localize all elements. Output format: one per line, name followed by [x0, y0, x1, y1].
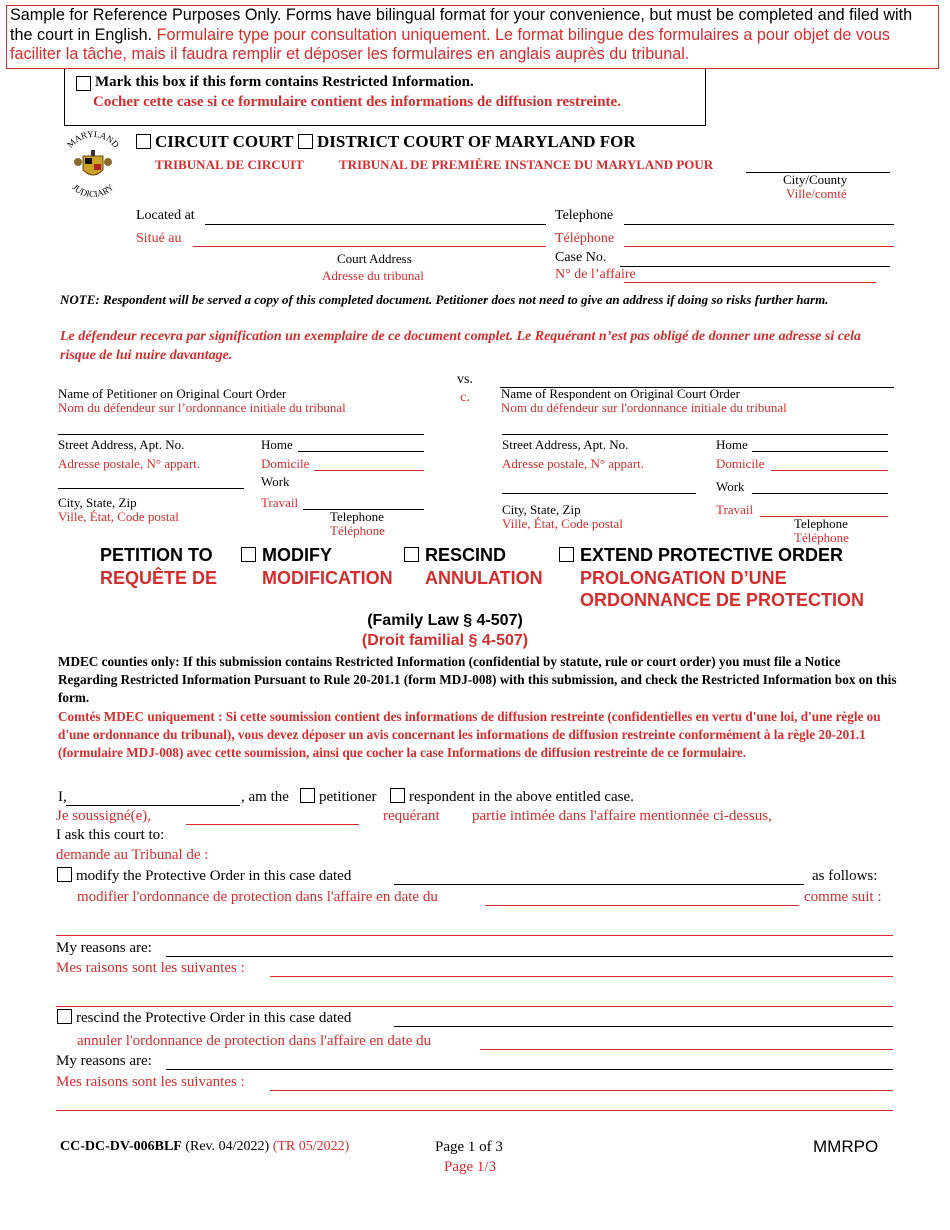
circuit-court-label-fr: TRIBUNAL DE CIRCUIT — [155, 157, 304, 172]
form-revision: (Rev. 04/2022) — [185, 1139, 270, 1154]
respondent-label: respondent in the above entitled case. — [409, 789, 634, 805]
rescind-reasons-label: My reasons are: — [56, 1053, 152, 1069]
respondent-city-label: City, State, Zip — [502, 502, 581, 517]
svg-text:MARYLAND — [65, 130, 122, 150]
vs-label-fr: c. — [460, 390, 470, 405]
petitioner-checkbox[interactable] — [300, 788, 315, 803]
restricted-label-fr: Cocher cette case si ce formulaire contient des informations de diffusion restreinte. — [93, 94, 621, 110]
svg-text:JUDICIARY — [71, 182, 116, 199]
modify-reasons-underline-fr — [270, 976, 893, 977]
seal-bottom-text: JUDICIARY — [70, 181, 116, 200]
i-label-fr: Je soussigné(e), — [56, 808, 151, 824]
filer-name-underline-fr — [186, 824, 359, 825]
form-id-code: CC-DC-DV-006BLF — [60, 1139, 182, 1154]
court-telephone-field[interactable] — [624, 224, 894, 225]
rescind-order-checkbox[interactable] — [57, 1009, 72, 1024]
i-label: I, — [58, 789, 67, 805]
respondent-city-label-fr: Ville, État, Code postal — [502, 516, 623, 531]
respondent-telephone-label-fr: Téléphone — [794, 530, 849, 545]
respondent-work-label: Work — [716, 479, 745, 494]
as-follows-label-fr: comme suit : — [804, 889, 882, 905]
extend-checkbox[interactable] — [559, 547, 574, 562]
extend-label: EXTEND PROTECTIVE ORDER — [580, 545, 844, 565]
maryland-judiciary-seal — [58, 130, 128, 200]
rescind-label-fr: ANNULATION — [425, 568, 543, 588]
court-address-label-fr: Adresse du tribunal — [322, 268, 424, 283]
modify-label: MODIFY — [262, 545, 332, 565]
petitioner-street-field[interactable] — [58, 434, 424, 435]
form-id — [60, 1139, 349, 1155]
circuit-court-label: CIRCUIT COURT — [155, 132, 294, 151]
petitioner-telephone-label-fr: Téléphone — [330, 523, 385, 538]
district-court-label: DISTRICT COURT OF MARYLAND FOR — [317, 132, 636, 151]
court-address-field[interactable] — [205, 224, 546, 225]
rescind-checkbox[interactable] — [404, 547, 419, 562]
telephone-underline-fr — [624, 246, 894, 247]
rescind-order-date-field[interactable] — [394, 1026, 893, 1027]
city-county-label-fr: Ville/comté — [786, 186, 847, 201]
mdec-notice-en: MDEC counties only: If this submission contains Restricted Information (confidential by statute, rule or court order) you must file a Notice Regarding Restricted Information Pursuant to Rule 20-201.1 (form MDJ-008) with this submission, and check the Restricted Information box on this form. — [58, 654, 897, 705]
page-number: Page 1 of 3 — [435, 1139, 503, 1155]
modify-reasons-label: My reasons are: — [56, 940, 152, 956]
petitioner-home-phone-field[interactable] — [298, 451, 424, 452]
rescind-order-label-fr: annuler l'ordonnance de protection dans l'affaire en date du — [77, 1033, 432, 1049]
case-no-underline-fr — [624, 282, 876, 283]
modify-reasons-field[interactable] — [166, 956, 893, 957]
petition-to-title: PETITION TO — [100, 545, 213, 565]
district-court-label-fr: TRIBUNAL DE PREMIÈRE INSTANCE DU MARYLAND POUR — [339, 157, 714, 172]
restricted-info-checkbox[interactable] — [76, 76, 91, 91]
petitioner-label-fr: requérant — [383, 808, 440, 824]
mdec-notice-fr: Comtés MDEC uniquement : Si cette soumission contient des informations de diffusion restreinte (confidentielles en vertu d'une loi, d'une règle ou d'une ordonnance du tribunal), vous devez déposer un avis concernant les informations de diffusion restreinte conformément à la règle 20-201.1 (formulaire MDJ-008) avec cette soumission, ainsi que cocher la case Informations de diffusion restreinte de ce formulaire. — [58, 709, 881, 760]
case-no-label: Case No. — [555, 250, 607, 265]
rescind-reasons-field[interactable] — [166, 1069, 893, 1070]
city-county-label: City/County — [783, 172, 848, 187]
respondent-home-underline-fr — [771, 470, 888, 471]
page-number-fr: Page 1/3 — [444, 1159, 497, 1175]
petitioner-work-label-fr: Travail — [261, 495, 299, 510]
rescind-reasons-line-2[interactable] — [56, 1110, 893, 1111]
case-number-field[interactable] — [620, 266, 890, 267]
telephone-label-fr: Téléphone — [555, 231, 615, 246]
petitioner-telephone-label: Telephone — [330, 509, 384, 524]
respondent-home-label: Home — [716, 437, 748, 452]
petitioner-name-label-fr: Nom du défendeur sur l’ordonnance initiale du tribunal — [58, 400, 346, 415]
banner-text-en: Sample for Reference Purposes Only. Forms have bilingual format for your convenience, but must be completed and filed with the court in English. — [10, 6, 913, 44]
petitioner-label: petitioner — [319, 789, 377, 805]
modify-reasons-line-2[interactable] — [56, 1006, 893, 1007]
vs-label: vs. — [457, 372, 473, 387]
respondent-name-label: Name of Respondent on Original Court Order — [501, 386, 741, 401]
court-address-label: Court Address — [337, 251, 412, 266]
modify-order-checkbox[interactable] — [57, 867, 72, 882]
petitioner-city-label-fr: Ville, État, Code postal — [58, 509, 179, 524]
located-at-label-fr: Situé au — [136, 231, 182, 246]
case-no-label-fr: N° de l’affaire — [555, 267, 636, 282]
respondent-street-field[interactable] — [502, 434, 888, 435]
filer-name-field[interactable] — [66, 805, 240, 806]
respondent-name-label-fr: Nom du défendeur sur l'ordonnance initiale du tribunal — [501, 400, 787, 415]
petitioner-city-label: City, State, Zip — [58, 495, 137, 510]
petitioner-home-label: Home — [261, 437, 293, 452]
petitioner-home-underline-fr — [314, 470, 424, 471]
respondent-street-label-fr: Adresse postale, N° appart. — [502, 456, 645, 471]
petitioner-street-label: Street Address, Apt. No. — [58, 437, 185, 452]
modify-details-line[interactable] — [56, 935, 893, 936]
seal-top-text: MARYLAND — [64, 130, 122, 150]
banner-text-fr: Formulaire type pour consultation uniquement. Le format bilingue des formulaires a pour objet de vous faciliter la tâche, mais il faudra remplir et déposer les formulaires en anglais auprès du tribunal. — [10, 25, 891, 63]
respondent-checkbox[interactable] — [390, 788, 405, 803]
petition-to-title-fr: REQUÊTE DE — [100, 568, 218, 588]
modify-order-label-fr: modifier l'ordonnance de protection dans l'affaire en date du — [77, 889, 438, 905]
form-translation-revision: (TR 05/2022) — [272, 1139, 350, 1154]
sample-banner — [6, 5, 939, 69]
petitioner-work-label: Work — [261, 474, 290, 489]
modify-label-fr: MODIFICATION — [262, 568, 393, 588]
as-follows-label: as follows: — [812, 868, 878, 884]
petitioner-street-label-fr: Adresse postale, N° appart. — [58, 456, 201, 471]
modify-date-underline-fr — [485, 905, 799, 906]
petitioner-name-label: Name of Petitioner on Original Court Order — [58, 386, 287, 401]
modify-checkbox[interactable] — [241, 547, 256, 562]
district-court-checkbox[interactable] — [298, 134, 313, 149]
form-code: MMRPO — [813, 1137, 879, 1156]
respondent-home-phone-field[interactable] — [752, 451, 888, 452]
respondent-street-label: Street Address, Apt. No. — [502, 437, 629, 452]
respondent-work-label-fr: Travail — [716, 502, 754, 517]
court-address-underline-fr — [193, 246, 546, 247]
ask-court-label: I ask this court to: — [56, 827, 165, 843]
ask-court-label-fr: demande au Tribunal de : — [56, 847, 209, 863]
rescind-order-label: rescind the Protective Order in this case dated — [76, 1010, 352, 1026]
family-law-citation: (Family Law § 4-507) — [367, 612, 523, 629]
petitioner-city-field[interactable] — [58, 488, 244, 489]
located-at-label: Located at — [136, 208, 195, 223]
extend-label-fr-line2: ORDONNANCE DE PROTECTION — [580, 590, 865, 610]
rescind-date-underline-fr — [480, 1049, 893, 1050]
respondent-city-field[interactable] — [502, 493, 696, 494]
am-the-label: , am the — [241, 789, 289, 805]
rescind-reasons-underline-fr — [270, 1090, 893, 1091]
modify-order-date-field[interactable] — [394, 884, 804, 885]
modify-order-label: modify the Protective Order in this case dated — [76, 868, 352, 884]
rescind-reasons-label-fr: Mes raisons sont les suivantes : — [56, 1074, 245, 1090]
petitioner-home-label-fr: Domicile — [261, 456, 310, 471]
telephone-label: Telephone — [555, 208, 614, 223]
respondent-home-label-fr: Domicile — [716, 456, 765, 471]
respondent-label-fr: partie intimée dans l'affaire mentionnée ci-dessus, — [472, 808, 772, 824]
restricted-label-en: Mark this box if this form contains Restricted Information. — [95, 74, 474, 90]
modify-reasons-label-fr: Mes raisons sont les suivantes : — [56, 960, 245, 976]
respondent-work-phone-field[interactable] — [752, 493, 888, 494]
family-law-citation-fr: (Droit familial § 4-507) — [361, 632, 529, 649]
rescind-label: RESCIND — [425, 545, 507, 565]
circuit-court-checkbox[interactable] — [136, 134, 151, 149]
note-en: NOTE: Respondent will be served a copy of this completed document. Petitioner does not need to give an address if doing so risks further harm. — [60, 292, 829, 307]
respondent-telephone-label: Telephone — [794, 516, 848, 531]
note-fr: Le défendeur recevra par signification un exemplaire de ce document complet. Le Requérant n’est pas obligé de donner une adresse si cela risque de lui nuire davantage. — [60, 329, 862, 363]
extend-label-fr-line1: PROLONGATION D’UNE — [580, 568, 787, 588]
